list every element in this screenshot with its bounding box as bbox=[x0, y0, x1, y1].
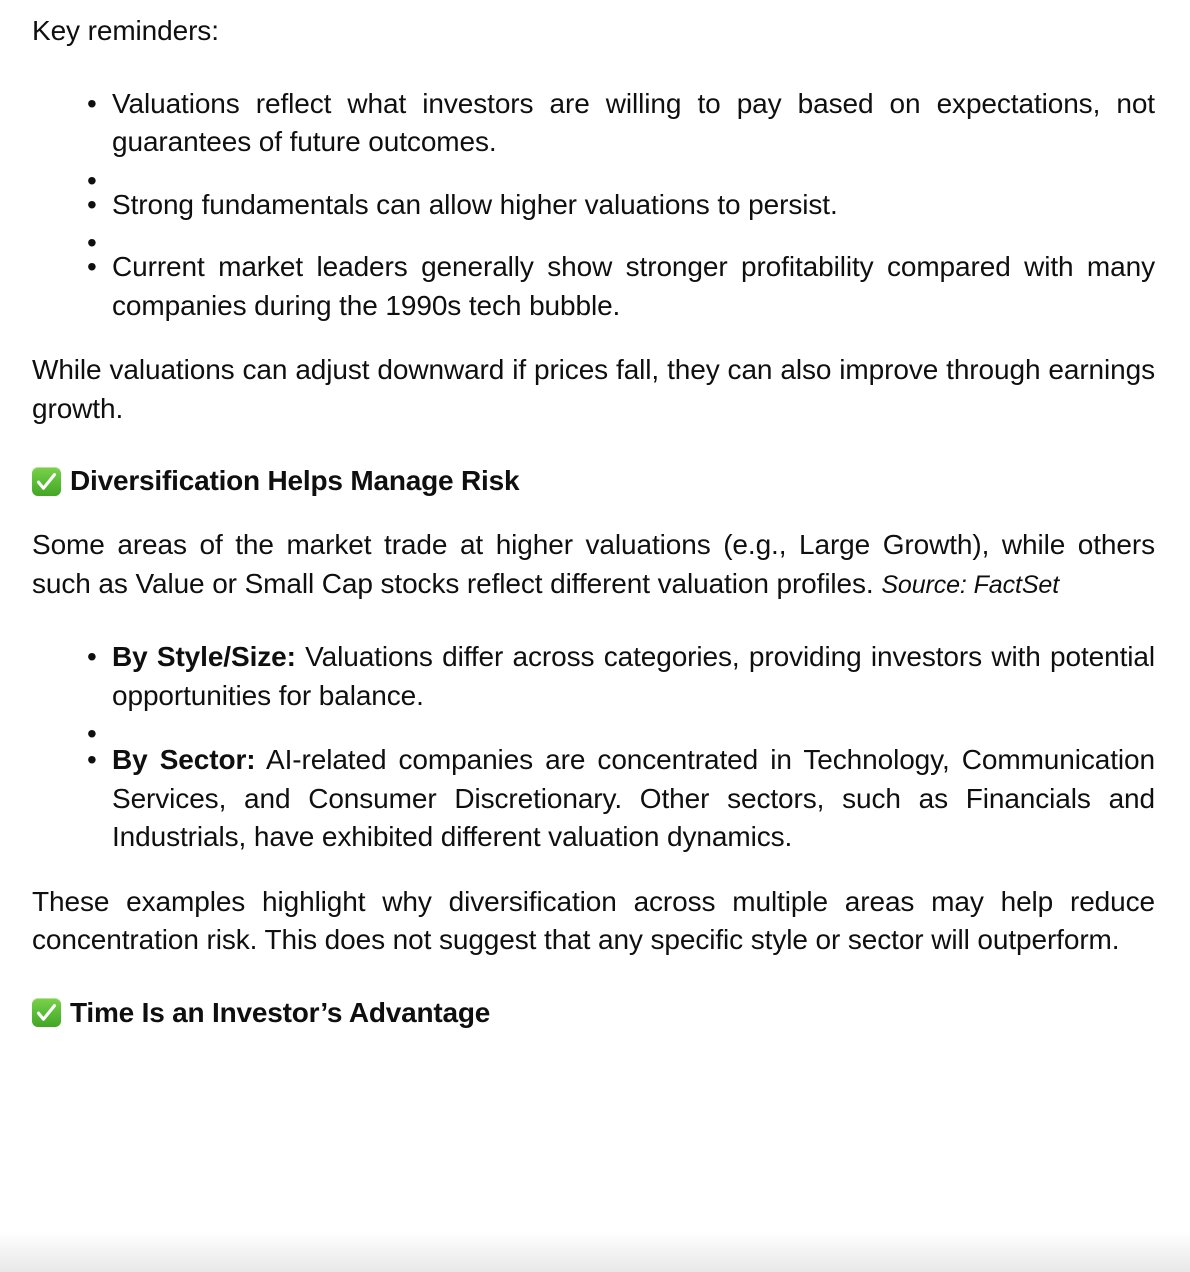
list-item bbox=[32, 741, 1155, 857]
spacer bbox=[32, 442, 1155, 462]
point-text: Valuations differ across categories, providing investors with potential opportunities for balance. bbox=[112, 641, 1155, 711]
diversification-intro-paragraph bbox=[32, 526, 1155, 604]
spacer bbox=[32, 715, 1155, 741]
spacer bbox=[32, 65, 1155, 85]
valuation-adjust-paragraph: While valuations can adjust downward if prices fall, they can also improve through earnings growth. bbox=[32, 354, 1155, 424]
point-label: By Style/Size: bbox=[112, 641, 296, 672]
diversification-points-list bbox=[32, 638, 1155, 857]
heading-text: Diversification Helps Manage Risk bbox=[70, 465, 520, 496]
point-label: By Sector: bbox=[112, 744, 256, 775]
heading-text: Time Is an Investor’s Advantage bbox=[70, 996, 491, 1028]
white-check-mark-icon bbox=[32, 998, 61, 1027]
spacer bbox=[32, 857, 1155, 883]
diversification-heading bbox=[32, 462, 1155, 500]
list-item: • Current market leaders generally show stronger profitability compared with many companies during the 1990s tech bubble. bbox=[32, 248, 1155, 325]
time-advantage-heading bbox=[32, 994, 1155, 1032]
spacer bbox=[32, 325, 1155, 351]
spacer bbox=[32, 500, 1155, 526]
key-reminders-label: Key reminders: bbox=[32, 15, 219, 46]
spacer bbox=[32, 162, 1155, 186]
white-check-mark-icon bbox=[32, 467, 61, 496]
list-item bbox=[32, 638, 1155, 715]
diversification-closing-paragraph: These examples highlight why diversification across multiple areas may help reduce concentration risk. This does not suggest that any specific style or sector will outperform. bbox=[32, 885, 1155, 955]
diversification-intro-text: Some areas of the market trade at higher valuations (e.g., Large Growth), while others such as Value or Small Cap stocks reflect different valuation profiles. bbox=[32, 529, 1155, 599]
list-item: • Valuations reflect what investors are willing to pay based on expectations, not guarantees of future outcomes. bbox=[32, 85, 1155, 162]
spacer bbox=[32, 224, 1155, 248]
spacer bbox=[32, 974, 1155, 994]
key-reminders-list bbox=[32, 85, 1155, 326]
point-text: AI-related companies are concentrated in Technology, Communication Services, and Consumer Discretionary. Other sectors, such as Financials and Industrials, have exhibited different valuation dynamics. bbox=[112, 744, 1155, 852]
list-item: • Strong fundamentals can allow higher valuations to persist. bbox=[32, 186, 1155, 225]
spacer bbox=[32, 618, 1155, 638]
source-note: Source: FactSet bbox=[881, 570, 1060, 599]
